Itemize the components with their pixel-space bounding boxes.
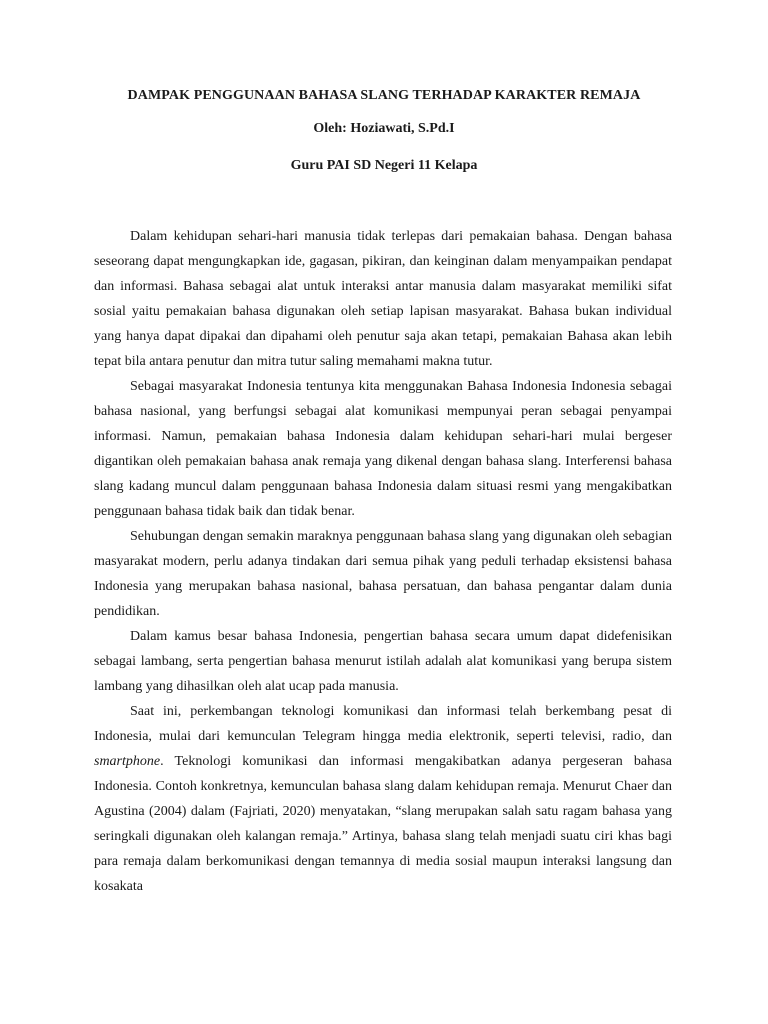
- paragraph-5-text-a: Saat ini, perkembangan teknologi komunikasi dan informasi telah berkembang pesat di Indonesia, mulai dari kemunculan Telegram hingga media elektronik, seperti televisi, radio, dan: [94, 704, 672, 744]
- paragraph-2: Sebagai masyarakat Indonesia tentunya kita menggunakan Bahasa Indonesia Indonesia sebagai bahasa nasional, yang berfungsi sebagai alat komunikasi mempunyai peran sebagai penyampai informasi. Namun, pemakaian bahasa Indonesia dalam kehidupan sehari-hari mulai bergeser digantikan oleh pemakaian bahasa anak remaja yang dikenal dengan bahasa slang. Interferensi bahasa slang kadang muncul dalam penggunaan bahasa Indonesia dalam situasi resmi yang mengakibatkan penggunaan bahasa tidak baik dan tidak benar.: [94, 379, 672, 519]
- paragraph-4: Dalam kamus besar bahasa Indonesia, pengertian bahasa secara umum dapat didefenisikan sebagai lambang, serta pengertian bahasa menurut istilah adalah alat komunikasi yang berupa sistem lambang yang dihasilkan oleh alat ucap pada manusia.: [94, 629, 672, 694]
- document-title: DAMPAK PENGGUNAAN BAHASA SLANG TERHADAP KARAKTER REMAJA: [127, 88, 641, 103]
- paragraph-3: Sehubungan dengan semakin maraknya penggunaan bahasa slang yang digunakan oleh sebagian masyarakat modern, perlu adanya tindakan dari semua pihak yang peduli terhadap eksistensi bahasa Indonesia yang merupakan bahasa nasional, bahasa persatuan, dan bahasa pengantar dalam dunia pendidikan.: [94, 529, 672, 619]
- paragraph-1: Dalam kehidupan sehari-hari manusia tidak terlepas dari pemakaian bahasa. Dengan bahasa seseorang dapat mengungkapkan ide, gagasan, pikiran, dan keinginan dalam menyampaikan pendapat dan informasi. Bahasa sebagai alat untuk interaksi antar manusia dalam masyarakat memiliki sifat sosial yaitu pemakaian bahasa digunakan oleh setiap lapisan masyarakat. Bahasa bukan individual yang hanya dapat dipakai dan dipahami oleh penutur saja akan tetapi, pemakaian Bahasa akan lebih tepat bila antara penutur dan mitra tutur saling memahami makna tutur.: [94, 229, 672, 369]
- paragraph-5: [94, 699, 672, 899]
- paragraph-5-text-b: . Teknologi komunikasi dan informasi mengakibatkan adanya pergeseran bahasa Indonesia. Contoh konkretnya, kemunculan bahasa slang dalam kehidupan remaja. Menurut Chaer dan Agustina (2004) dalam (Fajriati, 2020) menyatakan, “slang merupakan salah satu ragam bahasa yang seringkali digunakan oleh kalangan remaja.” Artinya, bahasa slang telah menjadi suatu ciri khas bagi para remaja dalam berkomunikasi dengan temannya di media sosial maupun interaksi langsung dan kosakata: [94, 754, 672, 894]
- affiliation-line: Guru PAI SD Negeri 11 Kelapa: [290, 158, 478, 173]
- article-body: [94, 224, 672, 899]
- italic-term-smartphone: smartphone: [94, 754, 161, 769]
- author-line: Oleh: Hoziawati, S.Pd.I: [313, 121, 455, 136]
